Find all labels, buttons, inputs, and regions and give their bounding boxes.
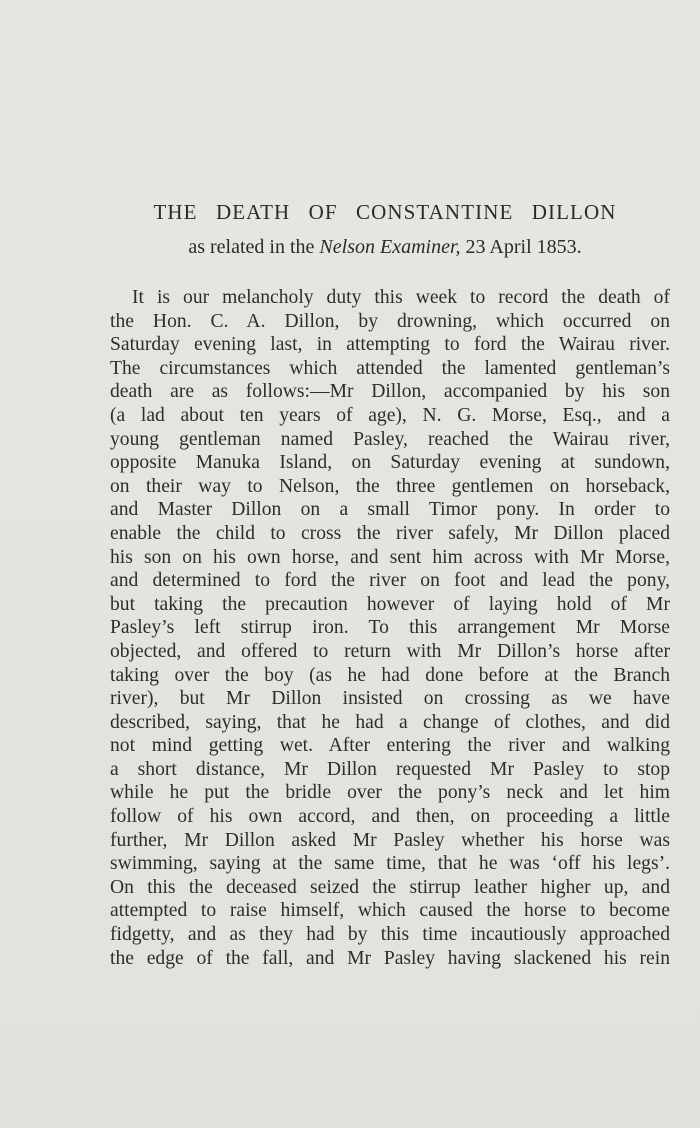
text-line: enable the child to cross the river safely, Mr Dillon placed xyxy=(110,522,670,544)
text-line: described, saying, that he had a change of clothes, and did xyxy=(110,711,670,733)
text-line: On this the deceased seized the stirrup leather higher up, and xyxy=(110,876,670,898)
article-body xyxy=(110,286,670,970)
chapter-title: THE DEATH OF CONSTANTINE DILLON xyxy=(153,200,617,224)
text-line: further, Mr Dillon asked Mr Pasley whether his horse was xyxy=(110,829,670,851)
text-line: death are as follows:—Mr Dillon, accompanied by his son xyxy=(110,381,670,403)
text-line: the edge of the fall, and Mr Pasley having slackened his rein xyxy=(110,947,670,969)
text-line: and Master Dillon on a small Timor pony. In order to xyxy=(110,499,670,521)
text-line: on their way to Nelson, the three gentlemen on horseback, xyxy=(110,475,670,497)
text-line: taking over the boy (as he had done before at the Branch xyxy=(110,664,670,686)
text-line: but taking the precaution however of laying hold of Mr xyxy=(110,593,670,615)
chapter-subtitle xyxy=(110,236,660,259)
text-line: The circumstances which attended the lamented gentleman’s xyxy=(110,357,670,379)
text-line: objected, and offered to return with Mr Dillon’s horse after xyxy=(110,640,670,662)
text-line: Saturday evening last, in attempting to ford the Wairau river. xyxy=(110,334,670,356)
text-line: his son on his own horse, and sent him across with Mr Morse, xyxy=(110,546,670,568)
text-line: a short distance, Mr Dillon requested Mr Pasley to stop xyxy=(110,758,670,780)
text-line: river), but Mr Dillon insisted on crossing as we have xyxy=(110,688,670,710)
text-line: It is our melancholy duty this week to record the death of xyxy=(132,287,670,308)
text-line: Pasley’s left stirrup iron. To this arrangement Mr Morse xyxy=(110,617,670,639)
text-line: attempted to raise himself, which caused the horse to become xyxy=(110,900,670,922)
text-line: swimming, saying at the same time, that he was ‘off his legs’. xyxy=(110,853,670,875)
text-line: while he put the bridle over the pony’s neck and let him xyxy=(110,782,670,804)
subtitle-prefix: as related in the xyxy=(188,236,320,258)
text-line: not mind getting wet. After entering the river and walking xyxy=(110,735,670,757)
text-line: the Hon. C. A. Dillon, by drowning, which occurred on xyxy=(110,310,670,332)
text-line: and determined to ford the river on foot and lead the pony, xyxy=(110,570,670,592)
text-line: fidgetty, and as they had by this time incautiously approached xyxy=(110,924,670,946)
publication-name: Nelson Examiner, xyxy=(319,236,461,258)
text-line: young gentleman named Pasley, reached the Wairau river, xyxy=(110,428,670,450)
text-line: (a lad about ten years of age), N. G. Morse, Esq., and a xyxy=(110,404,670,426)
text-line: opposite Manuka Island, on Saturday evening at sundown, xyxy=(110,452,670,474)
text-line: follow of his own accord, and then, on proceeding a little xyxy=(110,806,670,828)
publication-date: 23 April 1853. xyxy=(460,236,582,258)
